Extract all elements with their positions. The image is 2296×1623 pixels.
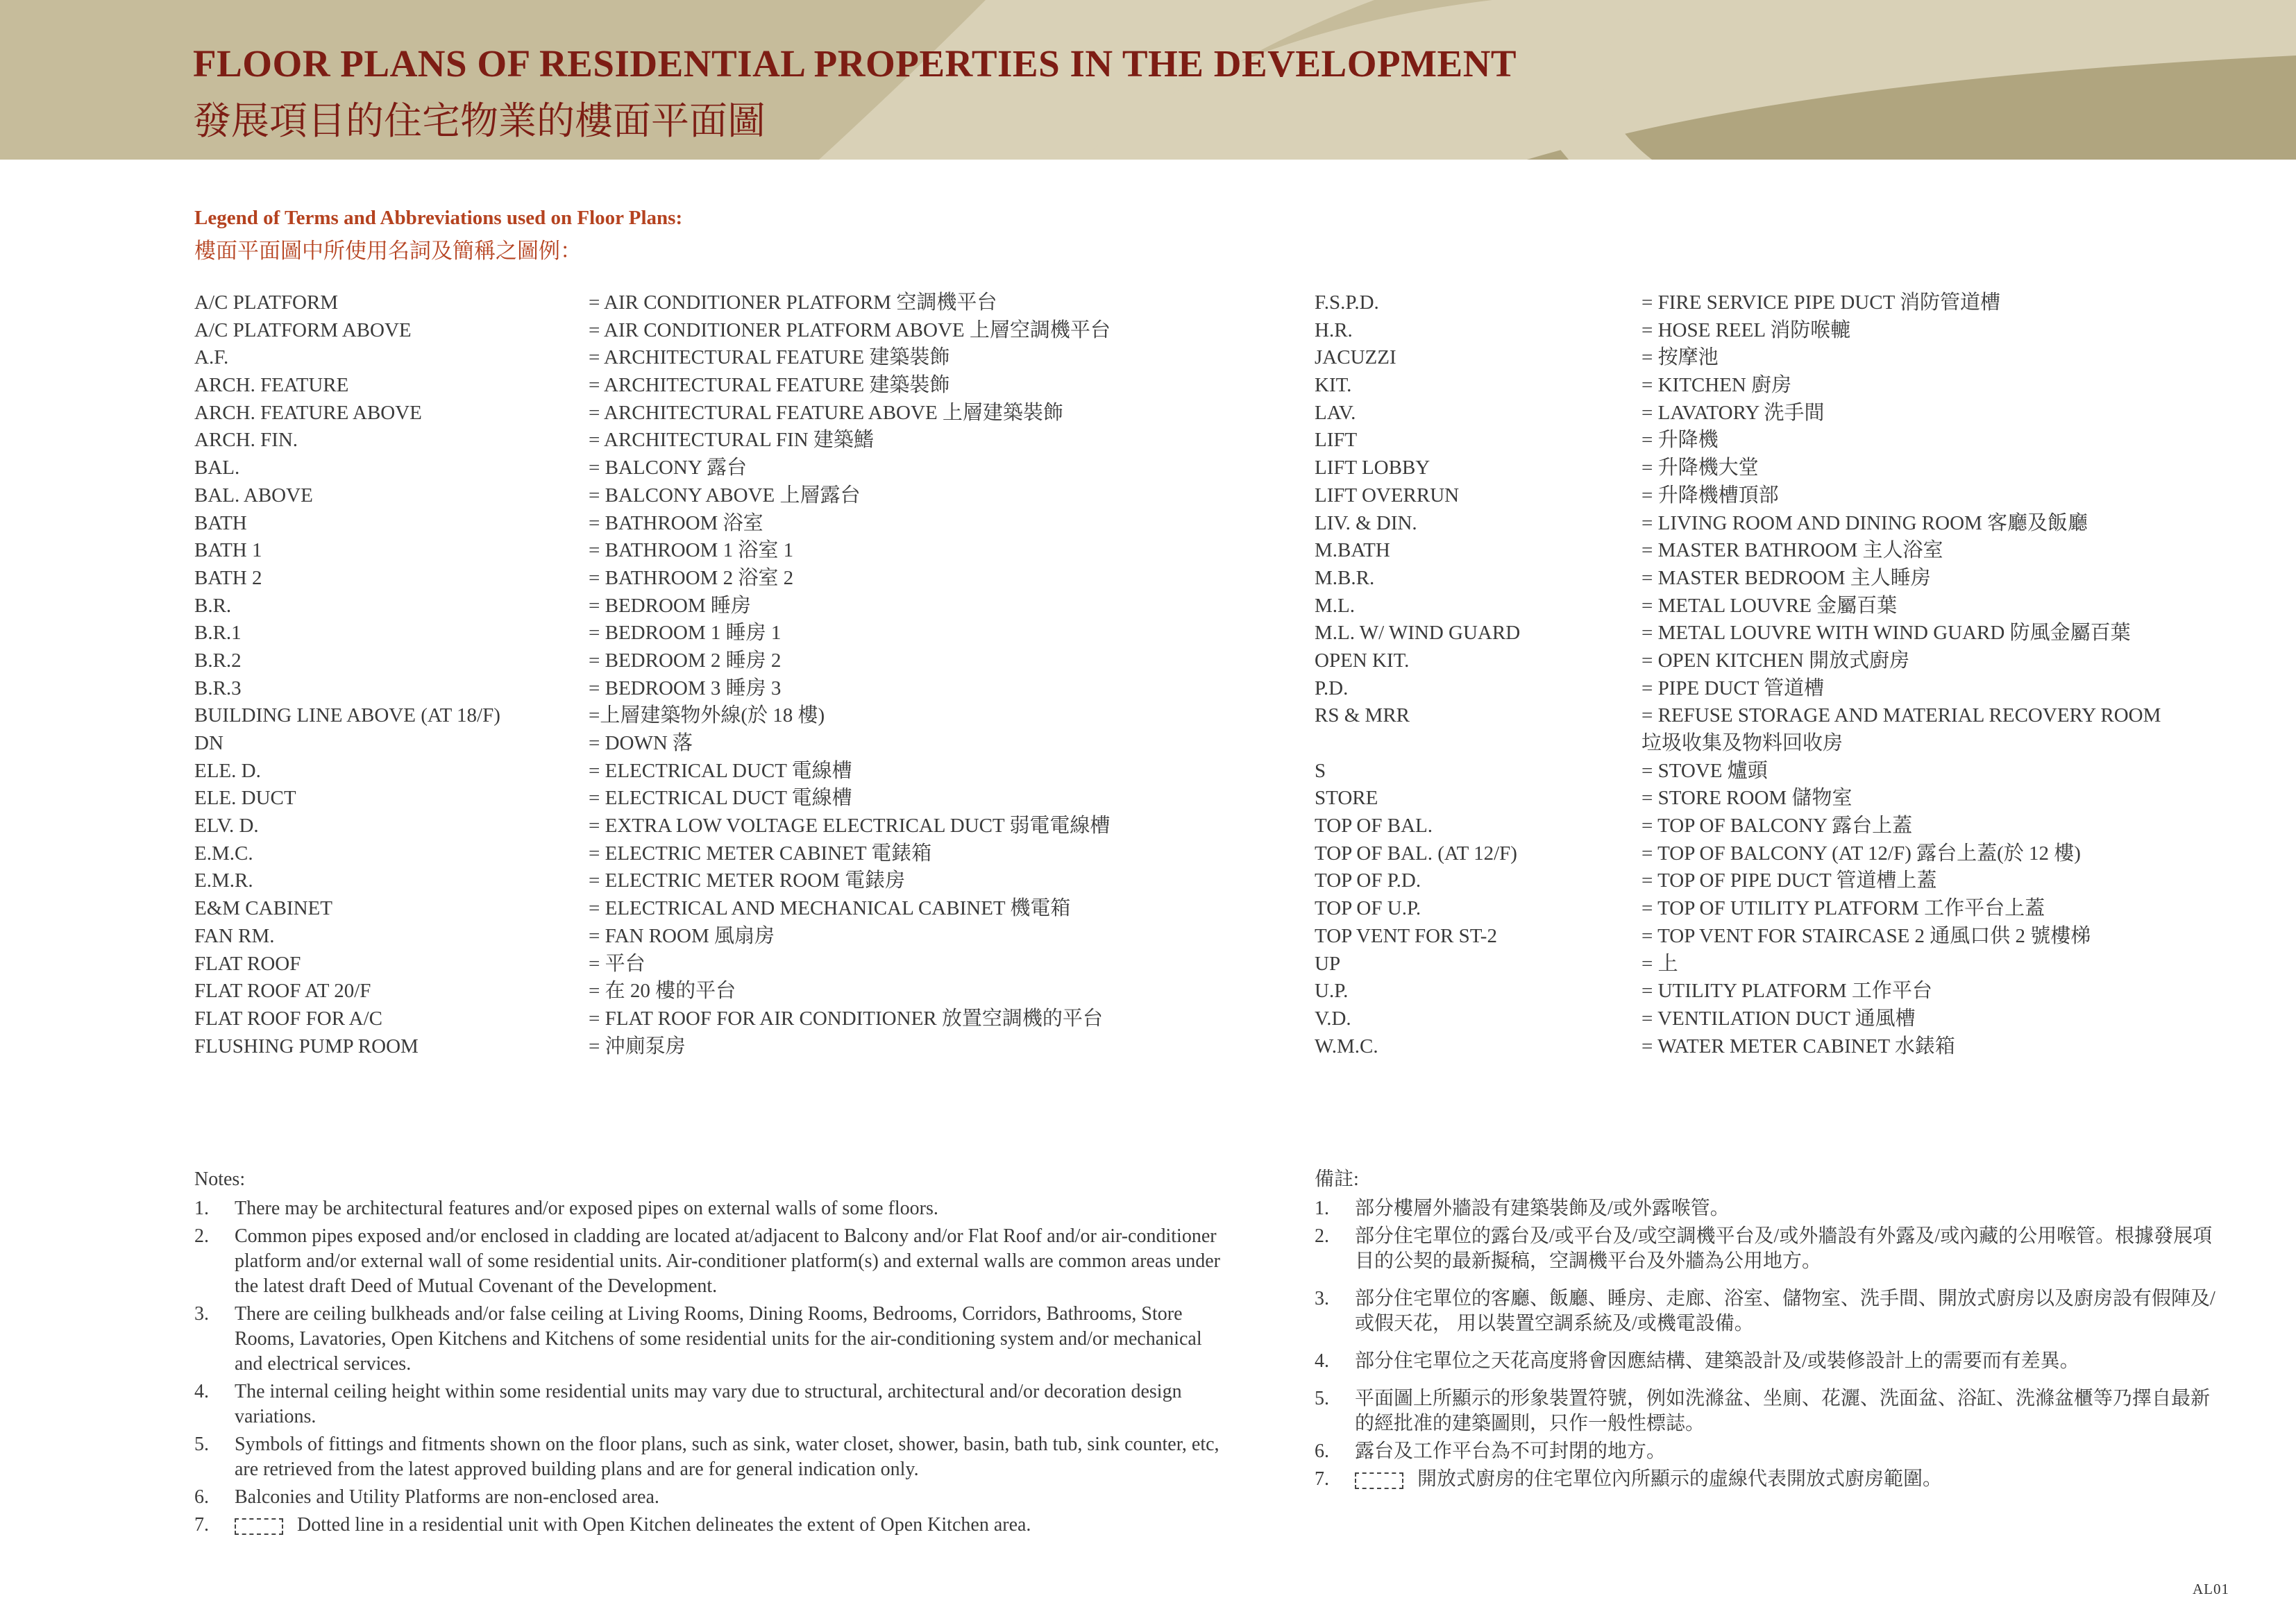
- dotted-line-symbol-icon: [235, 1518, 283, 1535]
- legend-row: [194, 592, 1235, 620]
- legend-definition: = 上: [1641, 952, 1678, 975]
- legend-term: B.R.1: [194, 622, 242, 645]
- legend-definition: = ELECTRIC METER CABINET 電錶箱: [589, 842, 932, 865]
- legend-row: [194, 674, 1235, 702]
- legend-definition: = WATER METER CABINET 水錶箱: [1641, 1035, 1955, 1057]
- legend-definition: = ELECTRICAL DUCT 電線槽: [589, 759, 852, 782]
- legend-term: FLAT ROOF: [194, 952, 301, 975]
- legend-term: M.BATH: [1315, 539, 1390, 562]
- note-number: 7.: [194, 1514, 209, 1536]
- legend-definition: = BEDROOM 3 睡房 3: [589, 677, 782, 699]
- legend-definition: = METAL LOUVRE 金屬百葉: [1641, 594, 1898, 617]
- note-number: 1.: [194, 1198, 209, 1219]
- legend-term: B.R.: [194, 594, 232, 617]
- legend-term: TOP OF P.D.: [1315, 869, 1421, 892]
- legend-definition: = AIR CONDITIONER PLATFORM 空調機平台: [589, 291, 997, 314]
- legend-term: LAV.: [1315, 401, 1356, 424]
- note-text: The internal ceiling height within some residential units may vary due to structural, architectural and/or decoration design variations.: [235, 1381, 1182, 1427]
- legend-term: LIFT OVERRUN: [1315, 484, 1460, 507]
- legend-definition: = KITCHEN 廚房: [1641, 374, 1792, 397]
- note-text: There may be architectural features and/or exposed pipes on external walls of some floors.: [235, 1198, 938, 1219]
- legend-row: [1315, 399, 2252, 427]
- note-item: [194, 1224, 1222, 1299]
- legend-row: [1315, 289, 2252, 316]
- legend-definition: = TOP OF BALCONY (AT 12/F) 露台上蓋(於 12 樓): [1641, 842, 2081, 865]
- legend-row: [1315, 564, 2252, 592]
- legend-row: [1315, 371, 2252, 399]
- legend-term: BAL. ABOVE: [194, 484, 313, 507]
- legend-row: [1315, 592, 2252, 620]
- legend-definition: = TOP VENT FOR STAIRCASE 2 通風口供 2 號樓梯: [1641, 924, 2091, 947]
- legend-definition: = STORE ROOM 儲物室: [1641, 787, 1852, 810]
- legend-term: M.L. W/ WIND GUARD: [1315, 622, 1521, 645]
- legend-row: [194, 757, 1235, 785]
- legend-definition: = FAN ROOM 風扇房: [589, 924, 775, 947]
- note-item: [194, 1379, 1222, 1429]
- legend-term: BAL.: [194, 457, 240, 479]
- note-text: Dotted line in a residential unit with Open Kitchen delineates the extent of Open Kitchen area.: [297, 1514, 1031, 1536]
- legend-definition: = BALCONY ABOVE 上層露台: [589, 484, 861, 507]
- legend-row: [1315, 757, 2252, 785]
- legend-definition: = MASTER BATHROOM 主人浴室: [1641, 539, 1943, 562]
- note-item: [1315, 1349, 2217, 1374]
- legend-row: [1315, 426, 2252, 454]
- legend-column-left: [194, 289, 1235, 1060]
- note-text: 露台及工作平台為不可封閉的地方。: [1355, 1441, 1666, 1462]
- legend-definition: = FLAT ROOF FOR AIR CONDITIONER 放置空調機的平台: [589, 1007, 1103, 1030]
- legend-definition: = 平台: [589, 952, 645, 975]
- legend-definition: = 沖廁泵房: [589, 1035, 686, 1057]
- note-item: [1315, 1196, 2217, 1221]
- legend-definition: = ARCHITECTURAL FEATURE ABOVE 上層建築裝飾: [589, 401, 1063, 424]
- legend-row: [1315, 812, 2252, 840]
- legend-definition: = REFUSE STORAGE AND MATERIAL RECOVERY ROOM: [1641, 704, 2161, 727]
- legend-definition: = FIRE SERVICE PIPE DUCT 消防管道槽: [1641, 291, 2001, 314]
- legend-row: [1315, 950, 2252, 978]
- legend-definition: = BEDROOM 睡房: [589, 594, 751, 617]
- legend-row: [194, 784, 1235, 812]
- legend-row: [1315, 343, 2252, 371]
- note-text: Common pipes exposed and/or enclosed in cladding are located at/adjacent to Balcony and/or Flat Roof and/or air-conditioner platform and/or external wall of some residential units. Air-conditioner platform(s) and external walls are common areas under the latest draft Deed of Mutual Covenant of the Development.: [235, 1225, 1220, 1297]
- note-text: 部分樓層外牆設有建築裝飾及/或外露喉管。: [1355, 1198, 1730, 1219]
- note-text: 部分住宅單位之天花高度將會因應結構、建築設計及/或裝修設計上的需要而有差異。: [1355, 1350, 2079, 1372]
- legend-definition: = 按摩池: [1641, 346, 1719, 369]
- note-number: 4.: [1315, 1350, 1329, 1372]
- legend-definition: = 升降機: [1641, 429, 1719, 452]
- legend-definition: = LAVATORY 洗手間: [1641, 401, 1825, 424]
- legend-row: [194, 702, 1235, 729]
- legend-definition: = AIR CONDITIONER PLATFORM ABOVE 上層空調機平台: [589, 318, 1111, 341]
- legend-row: [194, 812, 1235, 840]
- legend-term: V.D.: [1315, 1007, 1351, 1030]
- legend-definition: = BATHROOM 1 浴室 1: [589, 539, 794, 562]
- legend-row: [1315, 729, 2252, 757]
- legend-definition: = UTILITY PLATFORM 工作平台: [1641, 980, 1932, 1003]
- legend-row: [194, 1005, 1235, 1033]
- note-text: Symbols of fittings and fitments shown on the floor plans, such as sink, water closet, shower, basin, bath tub, sink counter, etc, are retrieved from the latest approved building plans and are for general indication only.: [235, 1434, 1219, 1480]
- notes-title: 備註:: [1315, 1169, 1359, 1190]
- legend-row: [1315, 840, 2252, 867]
- legend-row: [1315, 482, 2252, 509]
- legend-term: E&M CABINET: [194, 897, 332, 920]
- legend-definition: = ELECTRICAL DUCT 電線槽: [589, 787, 852, 810]
- note-item: [194, 1302, 1222, 1377]
- legend-definition: = ARCHITECTURAL FIN 建築鰭: [589, 429, 874, 452]
- legend-heading-zh: 樓面平面圖中所使用名詞及簡稱之圖例：: [194, 239, 582, 263]
- legend-row: [1315, 619, 2252, 647]
- legend-term: ELE. DUCT: [194, 787, 296, 810]
- legend-column-right: [1315, 289, 2252, 1060]
- note-number: 6.: [1315, 1441, 1329, 1462]
- note-item: [1315, 1286, 2217, 1336]
- legend-definition: 垃圾收集及物料回收房: [1641, 732, 1843, 754]
- legend-row: [1315, 509, 2252, 537]
- page-title-zh: 發展項目的住宅物業的樓面平面圖: [193, 100, 766, 142]
- legend-term: ARCH. FEATURE: [194, 374, 349, 397]
- legend-term: BATH 1: [194, 539, 262, 562]
- legend-definition: = BALCONY 露台: [589, 457, 747, 479]
- legend-row: [194, 894, 1235, 922]
- legend-term: LIFT LOBBY: [1315, 457, 1430, 479]
- legend-row: [194, 509, 1235, 537]
- legend-term: M.B.R.: [1315, 566, 1375, 589]
- notes-list: [194, 1196, 1222, 1538]
- legend-definition: = 升降機槽頂部: [1641, 484, 1779, 507]
- legend-definition: = BEDROOM 1 睡房 1: [589, 622, 782, 645]
- legend-row: [194, 977, 1235, 1005]
- note-number: 3.: [1315, 1288, 1329, 1309]
- legend-term: ELV. D.: [194, 815, 259, 838]
- legend-definition: = LIVING ROOM AND DINING ROOM 客廳及飯廳: [1641, 511, 2088, 534]
- note-number: 7.: [1315, 1468, 1329, 1490]
- legend-term: DN: [194, 732, 223, 754]
- legend-definition: = ELECTRICAL AND MECHANICAL CABINET 機電箱: [589, 897, 1071, 920]
- legend-definition: = TOP OF BALCONY 露台上蓋: [1641, 815, 1913, 838]
- legend-definition: = 升降機大堂: [1641, 457, 1759, 479]
- legend-term: BUILDING LINE ABOVE (AT 18/F): [194, 704, 500, 727]
- page-code: AL01: [2193, 1581, 2229, 1597]
- legend-term: LIV. & DIN.: [1315, 511, 1417, 534]
- legend-row: [1315, 454, 2252, 482]
- notes-title: Notes:: [194, 1169, 246, 1190]
- legend-row: [194, 840, 1235, 867]
- note-text: 部分住宅單位的客廳、飯廳、睡房、走廊、浴室、儲物室、洗手間、開放式廚房以及廚房設有假陣及/或假天花， 用以裝置空調系統及/或機電設備。: [1355, 1288, 2215, 1334]
- legend-definition: = DOWN 落: [589, 732, 693, 754]
- note-text: 部分住宅單位的露台及/或平台及/或空調機平台及/或外牆設有外露及/或內藏的公用喉管。根據發展項目的公契的最新擬稿，空調機平台及外牆為公用地方。: [1355, 1225, 2213, 1272]
- notes-list: [1315, 1196, 2217, 1492]
- legend-row: [1315, 977, 2252, 1005]
- legend-term: UP: [1315, 952, 1341, 975]
- legend-term: F.S.P.D.: [1315, 291, 1379, 314]
- note-item: [1315, 1439, 2217, 1464]
- legend-definition: = BATHROOM 2 浴室 2: [589, 566, 794, 589]
- legend-definition: = 在 20 樓的平台: [589, 980, 736, 1003]
- legend-term: ELE. D.: [194, 759, 261, 782]
- legend-row: [194, 647, 1235, 674]
- note-item: [194, 1485, 1222, 1510]
- note-text: 平面圖上所顯示的形象裝置符號，例如洗滌盆、坐廁、花灑、洗面盆、浴缸、洗滌盆櫃等乃擇自最新的經批准的建築圖則，只作一般性標誌。: [1355, 1388, 2211, 1434]
- notes-chinese: [1315, 1167, 2217, 1495]
- note-number: 4.: [194, 1381, 209, 1402]
- legend-term: FLAT ROOF AT 20/F: [194, 980, 371, 1003]
- note-text: Balconies and Utility Platforms are non-enclosed area.: [235, 1486, 659, 1508]
- legend-term: TOP OF BAL.: [1315, 815, 1433, 838]
- notes-english: [194, 1167, 1222, 1540]
- legend-definition: = METAL LOUVRE WITH WIND GUARD 防風金屬百葉: [1641, 622, 2131, 645]
- legend-row: [1315, 867, 2252, 894]
- note-text: 開放式廚房的住宅單位內所顯示的虛線代表開放式廚房範圍。: [1417, 1468, 1943, 1490]
- legend-term: OPEN KIT.: [1315, 649, 1410, 672]
- note-number: 2.: [1315, 1225, 1329, 1247]
- legend-definition: = BEDROOM 2 睡房 2: [589, 649, 782, 672]
- note-item: [1315, 1467, 2217, 1492]
- legend-term: FLUSHING PUMP ROOM: [194, 1035, 419, 1057]
- legend-term: RS & MRR: [1315, 704, 1410, 727]
- legend-term: E.M.C.: [194, 842, 253, 865]
- legend-term: TOP VENT FOR ST-2: [1315, 924, 1497, 947]
- legend-term: TOP OF U.P.: [1315, 897, 1421, 920]
- legend-term: BATH: [194, 511, 247, 534]
- legend-row: [194, 399, 1235, 427]
- note-number: 5.: [1315, 1388, 1329, 1409]
- note-item: [194, 1196, 1222, 1221]
- legend-row: [194, 564, 1235, 592]
- note-item: [1315, 1224, 2217, 1274]
- legend-term: FAN RM.: [194, 924, 275, 947]
- legend-row: [1315, 1033, 2252, 1060]
- legend-row: [194, 729, 1235, 757]
- legend-term: JACUZZI: [1315, 346, 1396, 369]
- legend-term: LIFT: [1315, 429, 1358, 452]
- legend-term: B.R.3: [194, 677, 242, 699]
- legend-term: U.P.: [1315, 980, 1349, 1003]
- legend-term: TOP OF BAL. (AT 12/F): [1315, 842, 1517, 865]
- legend-term: FLAT ROOF FOR A/C: [194, 1007, 383, 1030]
- legend-row: [194, 289, 1235, 316]
- note-number: 6.: [194, 1486, 209, 1508]
- legend-row: [194, 619, 1235, 647]
- legend-definition: = EXTRA LOW VOLTAGE ELECTRICAL DUCT 弱電電線槽: [589, 815, 1111, 838]
- legend-heading-en: Legend of Terms and Abbreviations used on Floor Plans:: [194, 207, 683, 229]
- legend-row: [194, 454, 1235, 482]
- legend-definition: = VENTILATION DUCT 通風槽: [1641, 1007, 1916, 1030]
- legend-term: W.M.C.: [1315, 1035, 1378, 1057]
- note-item: [194, 1513, 1222, 1538]
- legend-term: S: [1315, 759, 1326, 782]
- legend-definition: = ARCHITECTURAL FEATURE 建築裝飾: [589, 346, 950, 369]
- legend-row: [194, 316, 1235, 344]
- note-number: 3.: [194, 1303, 209, 1325]
- legend-term: STORE: [1315, 787, 1378, 810]
- legend-row: [194, 536, 1235, 564]
- legend-row: [194, 867, 1235, 894]
- legend-term: M.L.: [1315, 594, 1355, 617]
- legend-row: [194, 426, 1235, 454]
- legend-definition: = TOP OF PIPE DUCT 管道槽上蓋: [1641, 869, 1937, 892]
- note-number: 1.: [1315, 1198, 1329, 1219]
- note-item: [1315, 1386, 2217, 1436]
- note-text: There are ceiling bulkheads and/or false ceiling at Living Rooms, Dining Rooms, Bedrooms, Corridors, Bathrooms, Store Rooms, Lavatories, Open Kitchens and Kitchens of some residential units for the air-conditioning system and/or mechanical and electrical services.: [235, 1303, 1202, 1375]
- legend-definition: = STOVE 爐頭: [1641, 759, 1768, 782]
- legend-term: A/C PLATFORM: [194, 291, 339, 314]
- page-title-en: FLOOR PLANS OF RESIDENTIAL PROPERTIES IN THE DEVELOPMENT: [193, 42, 1517, 85]
- legend-term: E.M.R.: [194, 869, 253, 892]
- dotted-line-symbol-icon: [1355, 1472, 1403, 1489]
- legend-row: [194, 371, 1235, 399]
- legend-definition: = BATHROOM 浴室: [589, 511, 763, 534]
- legend-row: [1315, 702, 2252, 729]
- legend-definition: = HOSE REEL 消防喉轆: [1641, 318, 1851, 341]
- legend-row: [1315, 894, 2252, 922]
- legend-term: P.D.: [1315, 677, 1349, 699]
- legend-term: KIT.: [1315, 374, 1352, 397]
- legend-row: [194, 343, 1235, 371]
- legend-term: A/C PLATFORM ABOVE: [194, 318, 412, 341]
- legend-term: A.F.: [194, 346, 229, 369]
- header-banner: [0, 0, 2296, 160]
- legend-row: [1315, 1005, 2252, 1033]
- legend-row: [1315, 536, 2252, 564]
- legend-definition: = PIPE DUCT 管道槽: [1641, 677, 1825, 699]
- legend-definition: = OPEN KITCHEN 開放式廚房: [1641, 649, 1910, 672]
- note-number: 5.: [194, 1434, 209, 1455]
- legend-term: ARCH. FIN.: [194, 429, 298, 452]
- legend-definition: =上層建築物外線(於 18 樓): [589, 704, 825, 727]
- legend-row: [194, 482, 1235, 509]
- legend-row: [1315, 316, 2252, 344]
- legend-term: ARCH. FEATURE ABOVE: [194, 401, 422, 424]
- legend-definition: = ARCHITECTURAL FEATURE 建築裝飾: [589, 374, 950, 397]
- legend-definition: = ELECTRIC METER ROOM 電錶房: [589, 869, 906, 892]
- legend-term: H.R.: [1315, 318, 1353, 341]
- legend-row: [1315, 784, 2252, 812]
- note-item: [194, 1432, 1222, 1482]
- legend-row: [194, 922, 1235, 950]
- legend-row: [194, 950, 1235, 978]
- legend-row: [1315, 674, 2252, 702]
- note-number: 2.: [194, 1225, 209, 1247]
- legend-row: [194, 1033, 1235, 1060]
- legend-definition: = TOP OF UTILITY PLATFORM 工作平台上蓋: [1641, 897, 2045, 920]
- legend-term: BATH 2: [194, 566, 262, 589]
- legend-row: [1315, 922, 2252, 950]
- legend-definition: = MASTER BEDROOM 主人睡房: [1641, 566, 1931, 589]
- legend-row: [1315, 647, 2252, 674]
- legend-term: B.R.2: [194, 649, 242, 672]
